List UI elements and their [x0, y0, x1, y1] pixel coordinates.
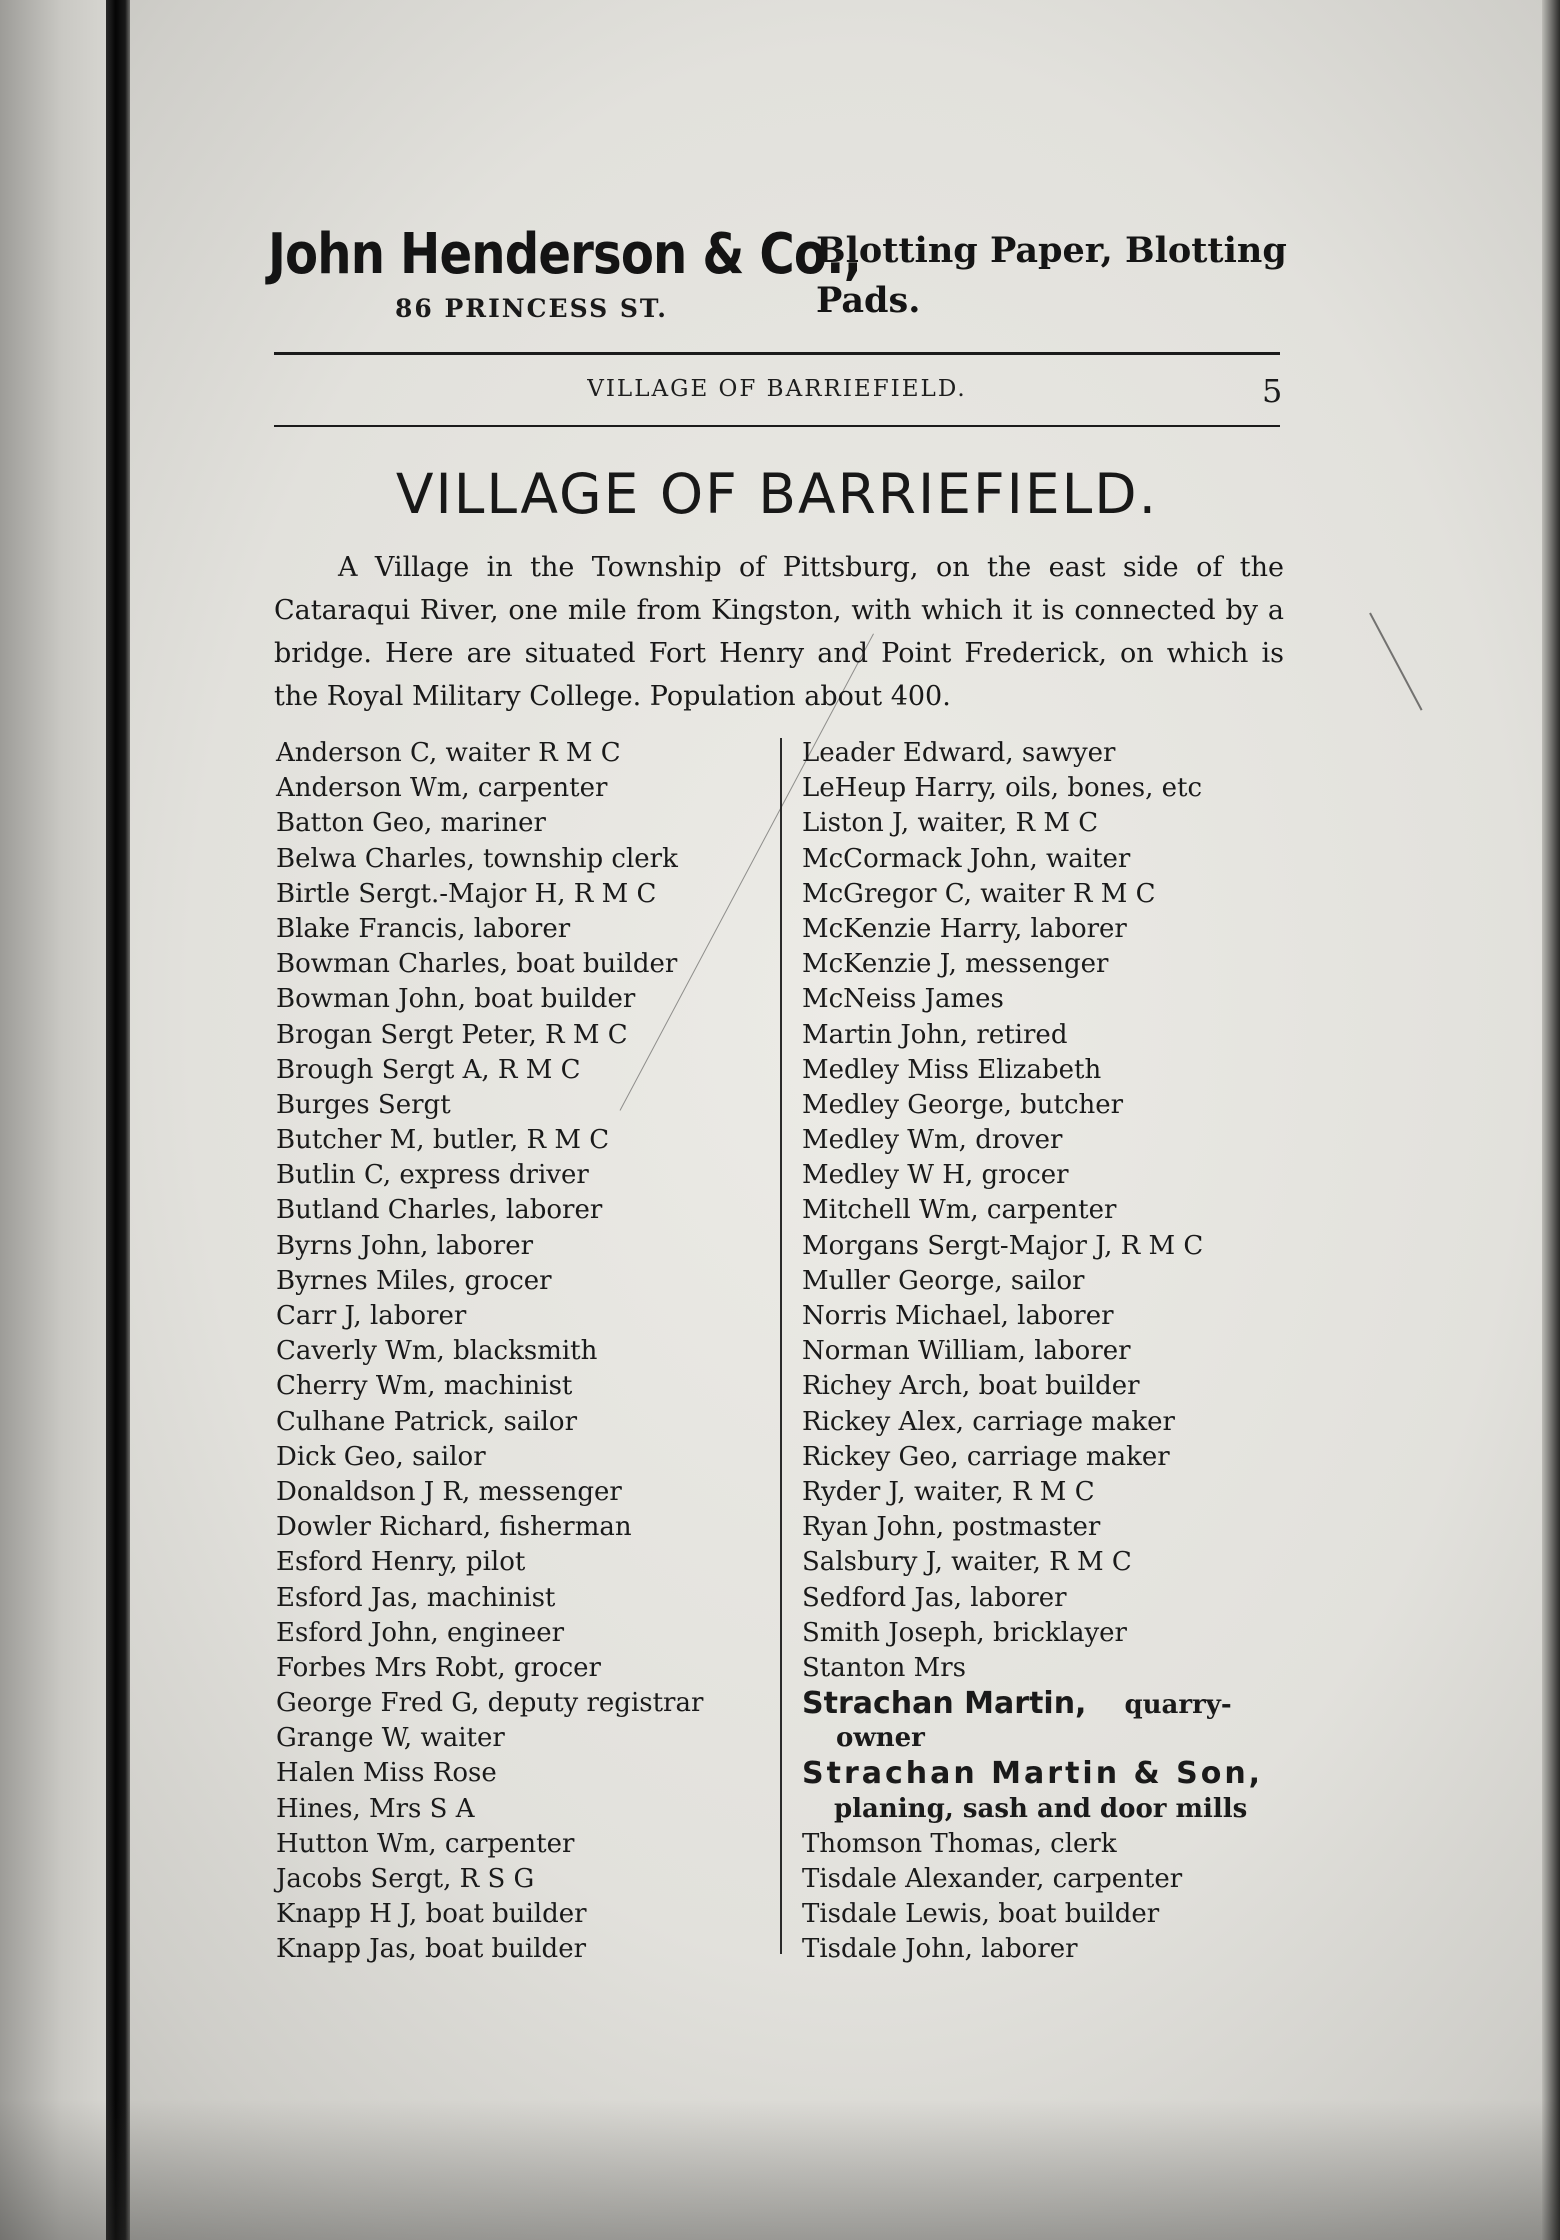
directory-entry: Mitchell Wm, carpenter — [802, 1195, 1117, 1226]
advertiser-name: John Henderson & Co., — [268, 222, 862, 287]
directory-entry: McKenzie J, messenger — [802, 949, 1109, 980]
directory-entry: Richey Arch, boat builder — [802, 1371, 1140, 1402]
directory-entry: Thomson Thomas, clerk — [802, 1828, 1117, 1859]
directory-entry: Cherry Wm, machinist — [276, 1371, 573, 1402]
directory-entry: Blake Francis, laborer — [276, 913, 571, 944]
advertiser-address: 86 PRINCESS ST. — [395, 294, 668, 323]
directory-entry: Carr J, laborer — [276, 1301, 467, 1331]
directory-left-column — [276, 736, 766, 1968]
directory-entry: Dowler Richard, fisherman — [276, 1512, 632, 1543]
directory-entry: Butland Charles, laborer — [276, 1195, 603, 1226]
directory-entry: Bowman Charles, boat builder — [276, 949, 678, 980]
directory-entry: Dick Geo, sailor — [276, 1441, 486, 1472]
directory-entry: Anderson Wm, carpenter — [276, 773, 608, 804]
directory-entry: Norman William, laborer — [802, 1336, 1131, 1367]
directory-entry: Rickey Geo, carriage maker — [802, 1441, 1170, 1472]
directory-entry: Bowman John, boat builder — [276, 984, 636, 1015]
entry-continuation: planing, sash and door mills — [834, 1793, 1248, 1824]
directory-entry: Anderson C, waiter R M C — [276, 738, 621, 768]
directory-entry: Medley W H, grocer — [802, 1160, 1069, 1191]
directory-entry: Hutton Wm, carpenter — [276, 1828, 575, 1859]
directory-entry: Smith Joseph, bricklayer — [802, 1617, 1127, 1648]
directory-entry: Leader Edward, sawyer — [802, 738, 1116, 768]
directory-entry: Butcher M, butler, R M C — [276, 1125, 610, 1156]
directory-entry: Salsbury J, waiter, R M C — [802, 1547, 1132, 1578]
header-rule-top — [274, 352, 1280, 355]
directory-entry: Esford Henry, pilot — [276, 1547, 526, 1578]
directory-right-column — [802, 736, 1292, 1968]
running-head: VILLAGE OF BARRIEFIELD. — [587, 376, 967, 402]
directory-entry: Birtle Sergt.-Major H, R M C — [276, 878, 657, 909]
film-scratch — [1369, 613, 1422, 711]
directory-entry: Brogan Sergt Peter, R M C — [276, 1019, 628, 1050]
directory-entry: McCormack John, waiter — [802, 843, 1131, 874]
directory-entry: George Fred G, deputy registrar — [276, 1688, 704, 1719]
directory-entry: Tisdale Lewis, boat builder — [802, 1899, 1160, 1930]
directory-entry: Batton Geo, mariner — [276, 808, 546, 839]
directory-entry: Forbes Mrs Robt, grocer — [276, 1652, 601, 1683]
directory-entry: Muller George, sailor — [802, 1265, 1085, 1296]
village-description: A Village in the Township of Pittsburg, on the east side of the Cataraqui River, one mile from Kingston, with which it is connected by a bridge. Here are situated Fort Henry and Point Frederick, on which is the Royal Military College. Population about 400. — [274, 552, 1284, 712]
book-spine-shadow — [106, 0, 130, 2240]
column-divider — [780, 738, 782, 1954]
directory-entry: Jacobs Sergt, R S G — [276, 1864, 535, 1894]
directory-entry: McGregor C, waiter R M C — [802, 878, 1156, 909]
directory-entry: Belwa Charles, township clerk — [276, 843, 678, 874]
directory-entry: Donaldson J R, messenger — [276, 1476, 622, 1507]
directory-entry: LeHeup Harry, oils, bones, etc — [802, 773, 1203, 804]
directory-entry: Ryan John, postmaster — [802, 1512, 1101, 1543]
directory-entry: Norris Michael, laborer — [802, 1301, 1114, 1331]
directory-entry: Caverly Wm, blacksmith — [276, 1336, 598, 1367]
directory-entry: Hines, Mrs S A — [276, 1793, 475, 1824]
directory-entry: Stanton Mrs — [802, 1652, 967, 1683]
featured-entry-name: Strachan Martin & Son, — [802, 1756, 1264, 1792]
directory-entry: Brough Sergt A, R M C — [276, 1054, 581, 1085]
directory-entry: Morgans Sergt-Major J, R M C — [802, 1230, 1204, 1261]
page-right-edge — [1542, 0, 1560, 2240]
directory-entry: Sedford Jas, laborer — [802, 1582, 1067, 1613]
directory-entry: Knapp H J, boat builder — [276, 1899, 587, 1930]
directory-entry: Tisdale Alexander, carpenter — [802, 1864, 1183, 1894]
directory-entry: Ryder J, waiter, R M C — [802, 1476, 1095, 1507]
facing-page-edge — [0, 0, 112, 2240]
directory-entry: Burges Sergt — [276, 1089, 451, 1120]
header-rule-bottom — [274, 425, 1280, 427]
directory-entry: Esford John, engineer — [276, 1617, 565, 1648]
directory-entry: Esford Jas, machinist — [276, 1582, 556, 1613]
directory-entry: Butlin C, express driver — [276, 1160, 589, 1191]
directory-entry: Knapp Jas, boat builder — [276, 1934, 587, 1965]
featured-entry-trade: quarry- — [1124, 1690, 1232, 1721]
directory-entry: Byrnes Miles, grocer — [276, 1265, 552, 1296]
directory-entry: Rickey Alex, carriage maker — [802, 1406, 1175, 1437]
directory-entry: McKenzie Harry, laborer — [802, 913, 1127, 944]
advertisement-text: Blotting Paper, Blotting Pads. — [816, 230, 1287, 321]
directory-entry-featured — [802, 1756, 1292, 1791]
directory-entry: Culhane Patrick, sailor — [276, 1406, 578, 1437]
entry-continuation: owner — [836, 1723, 925, 1754]
directory-entry: Medley Wm, drover — [802, 1125, 1063, 1156]
directory-entry: Medley George, butcher — [802, 1089, 1124, 1120]
directory-entry-featured — [802, 1686, 1292, 1721]
directory-entry: Halen Miss Rose — [276, 1758, 497, 1789]
directory-entry: Tisdale John, laborer — [802, 1934, 1078, 1965]
directory-entry: Medley Miss Elizabeth — [802, 1054, 1102, 1085]
section-title: VILLAGE OF BARRIEFIELD. — [395, 462, 1159, 526]
directory-entry: Grange W, waiter — [276, 1723, 505, 1754]
featured-entry-name: Strachan Martin, — [802, 1686, 1087, 1722]
page-number: 5 — [1262, 372, 1283, 410]
directory-entry: Martin John, retired — [802, 1019, 1068, 1050]
directory-entry: Liston J, waiter, R M C — [802, 808, 1099, 839]
directory-entry: Byrns John, laborer — [276, 1230, 534, 1261]
page-bottom-shade — [0, 2100, 1560, 2240]
directory-entry: McNeiss James — [802, 984, 1004, 1015]
